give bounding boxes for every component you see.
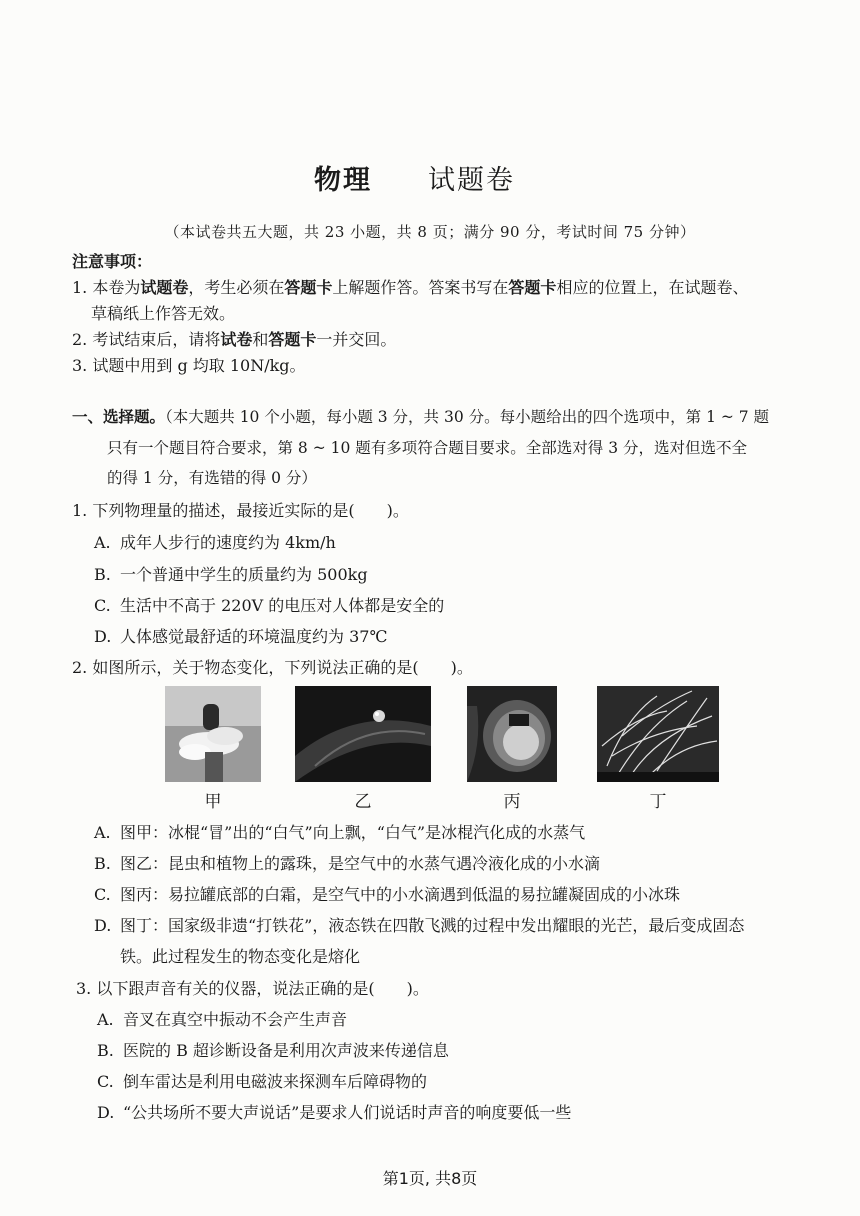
- q3-option-b: B. 医院的 B 超诊断设备是利用次声波来传递信息: [97, 1041, 449, 1060]
- q1-stem: 1. 下列物理量的描述，最接近实际的是( )。: [72, 501, 409, 520]
- photo-dewdrop: [295, 686, 431, 782]
- q2-stem: 2. 如图所示，关于物态变化，下列说法正确的是( )。: [72, 658, 473, 677]
- caption-yi: 乙: [354, 792, 372, 812]
- notice-heading: 注意事项：: [72, 252, 153, 271]
- section-1-desc-2: 只有一个题目符合要求，第 8 ~ 10 题有多项符合题目要求。全部选对得 3 分，选对但选不全: [107, 439, 747, 457]
- q3-option-a: A. 音叉在真空中振动不会产生声音: [97, 1010, 348, 1029]
- notice-item-1: 1. 本卷为试题卷，考生必须在答题卡上解题作答。答案书写在答题卡相应的位置上，在试题卷、: [72, 278, 749, 297]
- photo-can: [467, 686, 557, 782]
- q2-option-b: B. 图乙：昆虫和植物上的露珠，是空气中的水蒸气遇冷液化成的小水滴: [94, 854, 601, 873]
- exam-subtitle: 试题卷: [428, 165, 515, 196]
- page-number: 第1页, 共8页: [382, 1169, 478, 1188]
- q2-option-d: D. 图丁：国家级非遗“打铁花”，液态铁在四散飞溅的过程中发出耀眼的光芒，最后变成固态: [94, 916, 745, 935]
- q2-option-c: C. 图丙：易拉罐底部的白霜，是空气中的小水滴遇到低温的易拉罐凝固成的小冰珠: [94, 885, 681, 904]
- section-1-header: [72, 405, 769, 427]
- exam-info: （本试卷共五大题，共 23 小题，共 8 页；满分 90 分，考试时间 75 分钟）: [164, 223, 696, 241]
- exam-title: 物理: [314, 165, 372, 196]
- q2-option-a: A. 图甲：冰棍“冒”出的“白气”向上飘，“白气”是冰棍汽化成的水蒸气: [94, 823, 586, 842]
- caption-jia: 甲: [204, 792, 222, 812]
- notice-item-2: 2. 考试结束后，请将试卷和答题卡一并交回。: [72, 330, 397, 349]
- photo-iron-flowers: [597, 686, 719, 782]
- caption-ding: 丁: [649, 792, 667, 812]
- q3-option-d: D. “公共场所不要大声说话”是要求人们说话时声音的响度要低一些: [97, 1103, 572, 1122]
- section-1-heading: 一、选择题。: [72, 407, 166, 426]
- section-1-desc-3: 的得 1 分，有选错的得 0 分）: [107, 469, 317, 487]
- caption-bing: 丙: [503, 792, 521, 812]
- notice-item-1-line2: 草稿纸上作答无效。: [91, 304, 236, 323]
- q1-option-b: B. 一个普通中学生的质量约为 500kg: [94, 565, 368, 584]
- q2-option-d-line2: 铁。此过程发生的物态变化是熔化: [120, 947, 361, 966]
- notice-item-3: 3. 试题中用到 g 均取 10N/kg。: [72, 356, 306, 375]
- q3-option-c: C. 倒车雷达是利用电磁波来探测车后障碍物的: [97, 1072, 428, 1091]
- section-1-desc-1: （本大题共 10 个小题，每小题 3 分，共 30 分。每小题给出的四个选项中，第 1 ~ 7 题: [165, 408, 770, 426]
- q1-option-d: D. 人体感觉最舒适的环境温度约为 37℃: [94, 627, 388, 646]
- photo-popsicle: [165, 686, 261, 782]
- q1-option-c: C. 生活中不高于 220V 的电压对人体都是安全的: [94, 596, 445, 615]
- q3-stem: 3. 以下跟声音有关的仪器，说法正确的是( )。: [76, 979, 429, 998]
- q1-option-a: A. 成年人步行的速度约为 4km/h: [94, 533, 336, 552]
